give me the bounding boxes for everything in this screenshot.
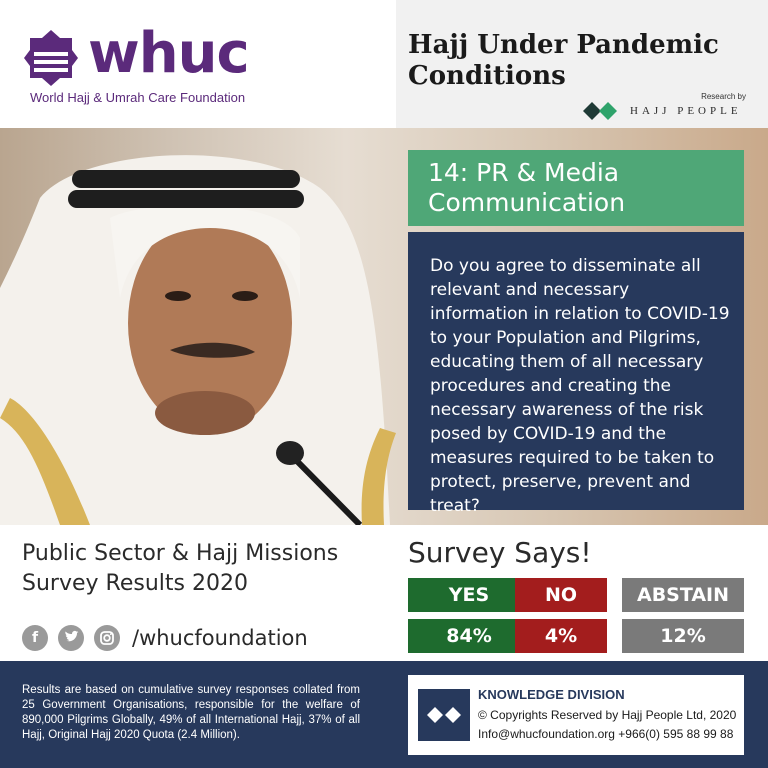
- result-no-label: NO: [515, 578, 607, 612]
- research-by-label: Research by: [701, 92, 746, 101]
- contact-text[interactable]: Info@whucfoundation.org +966(0) 595 88 99 88: [478, 727, 734, 741]
- diamond-pair-icon: [418, 689, 470, 741]
- result-yes-value: 84%: [408, 619, 530, 653]
- result-abstain-label: ABSTAIN: [622, 578, 744, 612]
- survey-results: [396, 525, 768, 661]
- hajj-people-logo: [582, 102, 746, 120]
- social-handle[interactable]: /whucfoundation: [132, 626, 308, 650]
- knowledge-division-card: [408, 675, 744, 755]
- hajj-people-text: HAJJ PEOPLE: [630, 105, 742, 117]
- question-panel: [408, 232, 744, 516]
- instagram-icon[interactable]: [94, 625, 120, 651]
- survey-title: Public Sector & Hajj Missions Survey Results 2020: [22, 541, 339, 596]
- page-title: Hajj Under Pandemic Conditions: [408, 30, 719, 91]
- division-title: KNOWLEDGE DIVISION: [478, 687, 625, 702]
- logo-wordmark: whuc: [88, 21, 249, 86]
- logo-block: [0, 0, 396, 128]
- footer-note-panel: [0, 661, 396, 768]
- topic-title: 14: PR & Media Communication: [428, 158, 626, 217]
- footer-credits-panel: [396, 661, 768, 768]
- survey-info: [0, 525, 396, 661]
- title-block: [396, 0, 768, 128]
- knowledge-division-logo: [418, 689, 470, 741]
- survey-question: Do you agree to disseminate all relevant and necessary information in relation to COVID-19 to your Population and Pilgrims, educating them of all necessary procedures and creating the necessary awareness of the risk posed by COVID-19 and the measures required to be taken to protect, preserve, prevent and treat?: [430, 256, 730, 516]
- results-heading: Survey Says!: [408, 536, 592, 569]
- footnote: Results are based on cumulative survey responses collated from 25 Government Organisations, responsible for the welfare of 890,000 Pilgrims Globally, 49% of all International Hajj, 37% of all Hajj, Original Hajj 2020 Quota (2.4 Million).: [22, 684, 360, 741]
- twitter-icon[interactable]: [58, 625, 84, 651]
- topic-banner: [408, 150, 744, 226]
- copyright-text: © Copyrights Reserved by Hajj People Ltd, 2020: [478, 708, 737, 722]
- hajj-people-diamonds-icon: [582, 102, 626, 120]
- result-abstain-value: 12%: [622, 619, 744, 653]
- whuc-logo-mark-icon: [22, 28, 80, 88]
- result-yes-label: YES: [408, 578, 530, 612]
- facebook-icon[interactable]: f: [22, 625, 48, 651]
- logo-subtitle: World Hajj & Umrah Care Foundation: [30, 90, 246, 105]
- result-no-value: 4%: [515, 619, 607, 653]
